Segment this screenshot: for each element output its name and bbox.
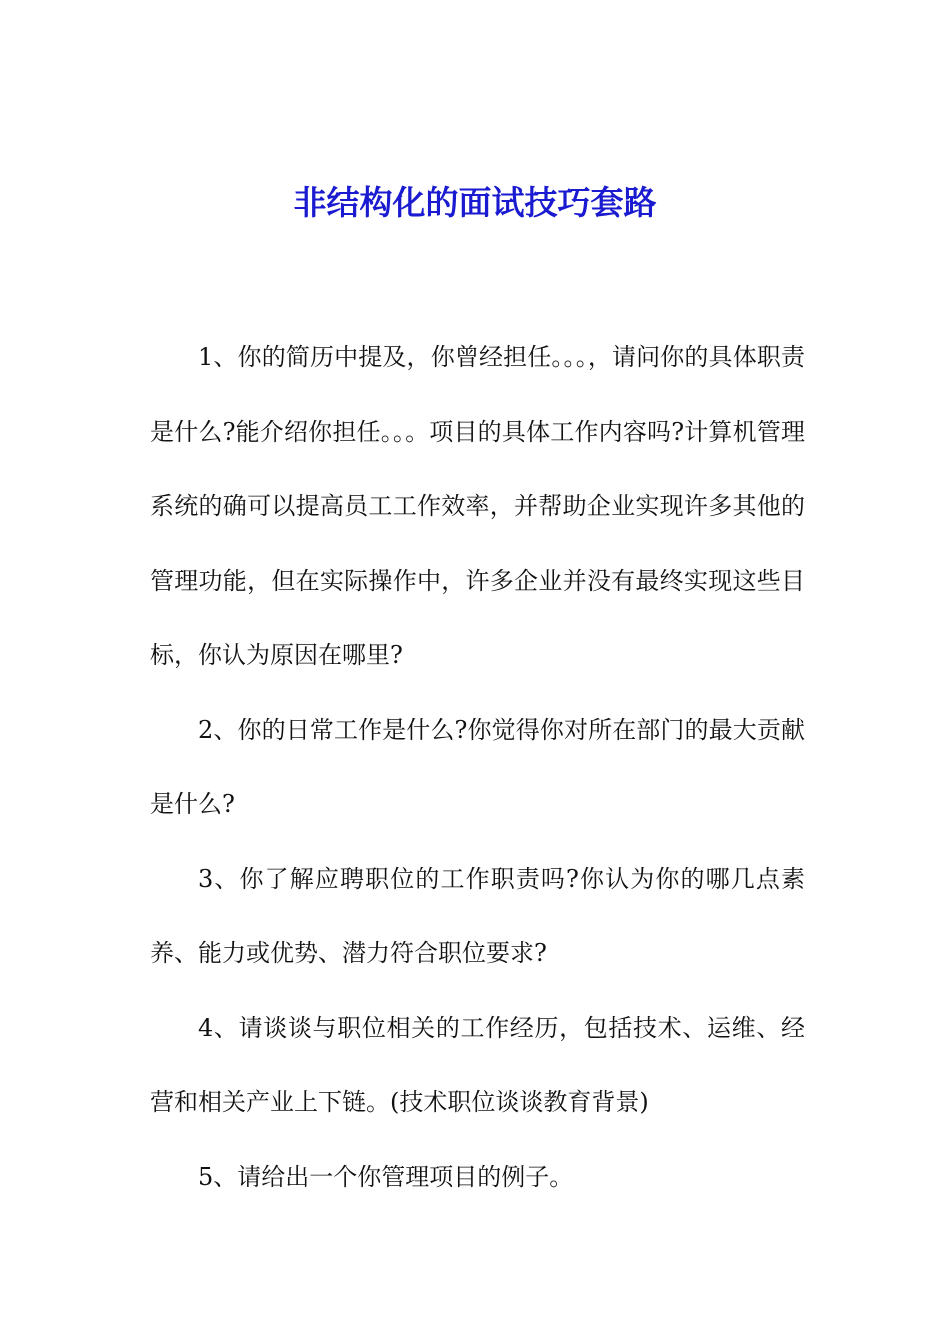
paragraph-4: 4、请谈谈与职位相关的工作经历，包括技术、运维、经营和相关产业上下链。(技术职位谈谈教育背景): [150, 1013, 805, 1116]
paragraph-3: 3、你了解应聘职位的工作职责吗?你认为你的哪几点素养、能力或优势、潜力符合职位要求?: [150, 864, 805, 967]
paragraph-5: 5、请给出一个你管理项目的例子。: [198, 1162, 574, 1191]
document-body: [150, 320, 805, 1214]
paragraph-2: 2、你的日常工作是什么?你觉得你对所在部门的最大贡献是什么?: [150, 715, 805, 818]
document-title: 非结构化的面试技巧套路: [293, 183, 657, 222]
paragraph-1: 1、你的简历中提及，你曾经担任。。。，请问你的具体职责是什么?能介绍你担任。。。项目的具体工作内容吗?计算机管理系统的确可以提高员工工作效率，并帮助企业实现许多其他的管理功能，但在实际操作中，许多企业并没有最终实现这些目标，你认为原因在哪里?: [150, 343, 805, 669]
